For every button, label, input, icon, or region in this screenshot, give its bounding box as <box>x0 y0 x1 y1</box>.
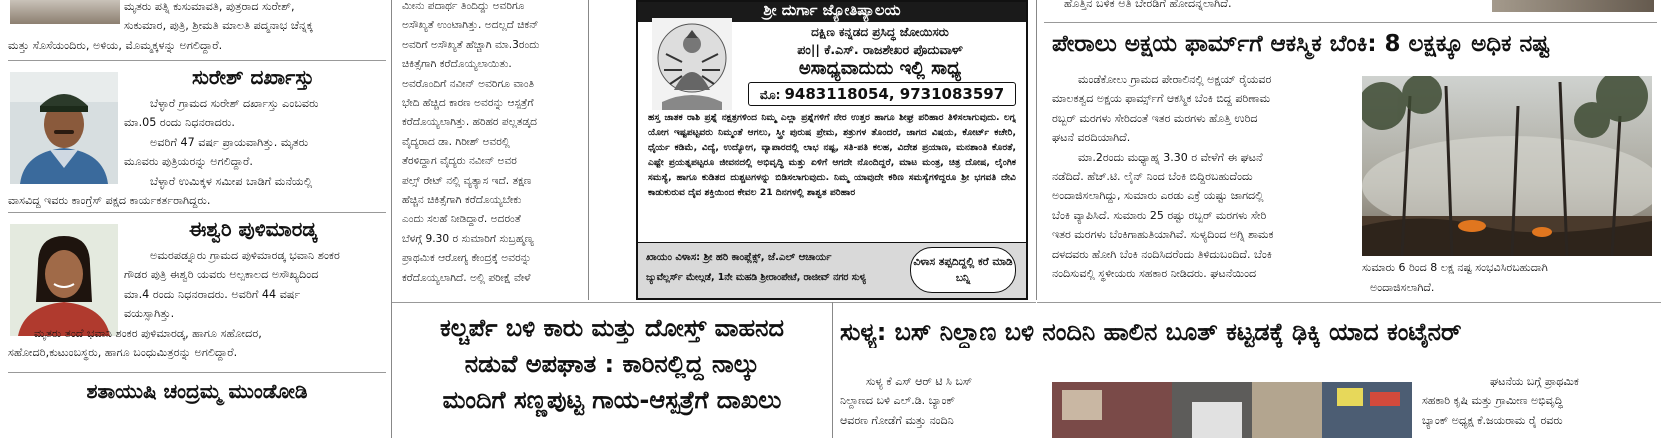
goddess-durga-icon <box>652 18 732 110</box>
column-rule <box>1036 0 1037 300</box>
headline-line: ಕಲ್ಚರ್ಪೆ ಬಳಿ ಕಾರು ಮತ್ತು ದೋಸ್ತ್ ವಾಹನದ <box>439 314 785 342</box>
text-line: ಘಟನೆಯ ಬಗ್ಗೆ ಪ್ರಾಥಮಿಕ <box>1490 375 1579 388</box>
text-line: ಬ್ಯಾಂಕ್ ಅಧ್ಯಕ್ಷ ಕೆ.ಜಯರಾಮ ರೈ ರವರು <box>1422 413 1563 427</box>
text-line: ಅಸೌಖ್ಯತೆ ಉಂಟಾಗಿತ್ತು. ಅದಲ್ಲದೆ ಚಿಕನ್ <box>402 19 539 32</box>
text-line: ಘಟನೆ ವರದಿಯಾಗಿದೆ. <box>1052 131 1131 145</box>
fire-headline: ಪೇರಾಲು ಅಕ್ಷಯ ಫಾರ್ಮ್‌ಗೆ ಆಕಸ್ಮಿಕ ಬೆಂಕಿ: 8 ಲಕ್ಷಕ್ಕೂ ಅಧಿಕ ನಷ್ಟ <box>1052 31 1550 57</box>
text-line: ಅಮರಪಡ್ನೂರು ಗ್ರಾಮದ ಪುಳಿಮಾರಡ್ಕ ಭವಾನಿ ಶಂಕರ <box>150 249 340 262</box>
container-story-right <box>1422 372 1656 430</box>
fire-photo-caption <box>1362 258 1654 277</box>
text-line: ಹೊತ್ತಿನ ಬಳಿಕ ಅತಿ ಬೇರಡಿಗೆ ಹೋದನ್ನಲಾಗಿದೆ. <box>1064 0 1232 10</box>
text-line: ಬೆಳಗ್ಗೆ 9.30 ರ ಸುಮಾರಿಗೆ ಸುಬ್ರಹ್ಮಣ್ಯ <box>402 232 534 245</box>
ad-address-line: ಜ್ಯುವೆಲ್ಲರ್ಸ್ ಮೇಲ್ಗಡೆ, 1ನೇ ಮಹಡಿ ಶ್ರೀರಾಂಪೇಟೆ, ರಾಜೀವ್ ನಗರ ಸುಳ್ಯ <box>646 272 866 283</box>
text-line: ಭೇದಿ ಹೆಚ್ಚಿದ ಕಾರಣ ಅವರನ್ನು ಆಸ್ಪತ್ರೆಗೆ <box>402 97 534 110</box>
ad-tagline: ದಕ್ಷಿಣ ಕನ್ನಡದ ಪ್ರಸಿದ್ಧ ಜೋಯಿಸರು <box>811 25 949 39</box>
ad-phone-number: 9483118054, 9731083597 <box>784 85 1005 103</box>
text-line: ಎಂದು ಸಲಹೆ ನೀಡಿದ್ದಾರೆ. ಅದರಂತೆ <box>402 213 521 226</box>
text-line: ನಂದಿಸುವಲ್ಲಿ ಸ್ಥಳೀಯರು ಸಹಕಾರ ನೀಡಿದರು. ಘಟನೆಯಿಂದ <box>1052 267 1257 281</box>
text-line: ಮಾಲಕತ್ವದ ಅಕ್ಷಯ ಫಾರ್ಮ್ಸ್‌ಗೆ ಆಕಸ್ಮಿಕ ಬೆಂಕಿ ಬಿದ್ದ ಪರಿಣಾಮ <box>1052 92 1271 106</box>
obituary-title-suresh: ಸುರೇಶ್ ದರ್ಖಾಸ್ತು <box>191 65 315 89</box>
divider <box>392 302 1036 303</box>
text-line: ಸುಮಾರು 6 ರಿಂದ 8 ಲಕ್ಷ ನಷ್ಟ ಸಂಭವಿಸಿರಬಹುದಾಗಿ <box>1362 261 1548 274</box>
ad-phone-label: ಮೊ: <box>759 88 781 102</box>
ad-banner-text: ಶ್ರೀ ದುರ್ಗಾ ಜ್ಯೋತಿಷ್ಯಾಲಯ <box>763 2 901 19</box>
text-line: ಅವರಿಗೆ ಅಸೌಖ್ಯತೆ ಹೆಚ್ಚಾಗಿ ಮಾ.3ರಂದು <box>402 38 540 51</box>
astrology-advertisement <box>636 0 1028 300</box>
divider <box>8 60 386 61</box>
obituary-text-eshwari <box>8 246 386 362</box>
column-rule <box>391 0 392 438</box>
fire-photo <box>1362 76 1652 256</box>
text-line: ಚಿಕಿತ್ಸೆಗಾಗಿ ಕರೆದೊಯ್ಯಲಾಯಿತು. <box>402 58 512 71</box>
text-line: ಸುಳ್ಯ ಕೆ ಎಸ್ ಆರ್ ಟಿ ಸಿ ಬಸ್ <box>866 375 973 388</box>
text-line: ಮತ್ತು ಸೊಸೆಯಂದಿರು, ಅಳಿಯ, ಮೊಮ್ಮಕ್ಕಳನ್ನು ಅಗಲಿದ್ದಾರೆ. <box>8 38 223 52</box>
text-line: ನಡೆದಿದೆ. ಹೆಚ್.ಟಿ. ಲೈನ್ ನಿಂದ ಬೆಂಕಿ ಬಿದ್ದಿರಬಹುದೆಂದು <box>1052 170 1253 184</box>
headline-line: ಮಂದಿಗೆ ಸಣ್ಣಪುಟ್ಟ ಗಾಯ-ಆಸ್ಪತ್ರೆಗೆ ದಾಖಲು <box>442 386 782 414</box>
obituary-title-chandramma: ಶತಾಯುಷಿ ಚಂದ್ರಮ್ಮ ಮುಂಡೋಡಿ <box>86 379 308 403</box>
ad-note-text: ವಿಳಾಸ ತಪ್ಪದಿದ್ದಲ್ಲಿ ಕರೆ ಮಾಡಿ ಬನ್ನಿ <box>913 256 1013 284</box>
divider <box>8 212 386 213</box>
fire-story-end <box>1052 278 1652 297</box>
text-line: ಮೂವರು ಪುತ್ರಿಯರನ್ನು ಅಗಲಿದ್ದಾರೆ. <box>124 155 253 169</box>
text-line: ಹೆಚ್ಚಿನ ಚಿಕಿತ್ಸೆಗಾಗಿ ಕರೆದೊಯ್ಯಬೇಕು <box>402 194 522 207</box>
story-continuation <box>402 0 584 288</box>
text-line: ಮಾ.05 ರಂದು ನಿಧನರಾದರು. <box>124 116 235 130</box>
column-obituaries <box>8 0 386 438</box>
text-line: ಅಂದಾಜಿಸಲಾಗಿದೆ. <box>1370 281 1435 294</box>
text-line: ಬೆಳ್ಳಾರೆ ಉಮಿಕ್ಕಳ ಸಮೀಪ ಬಾಡಿಗೆ ಮನೆಯಲ್ಲಿ <box>150 174 313 188</box>
fire-story-text <box>1052 70 1342 283</box>
ad-phone-box <box>748 82 1016 106</box>
text-line: ಕರೆದೊಯ್ಯಲಾಗಿದೆ. ಅಲ್ಲಿ ಪರೀಕ್ಷೆ ವೇಳೆ <box>402 271 531 284</box>
text-line: ಸುಕುಮಾರ, ಪುತ್ರಿ, ಶ್ರೀಮತಿ ಮಾಲತಿ ಪದ್ಮನಾಭ ಚೆನ್ನಕ್ಕ <box>124 19 313 33</box>
text-line: ಬೆಳ್ಳಾರೆ ಗ್ರಾಮದ ಸುರೇಶ್ ದರ್ಖಾಸ್ತು ಎಂಬವರು <box>150 97 319 110</box>
forest-fire-icon <box>1362 76 1652 256</box>
text-line: ಇತರ ಮರಗಳು ಬೆಂಕಿಗಾಹುತಿಯಾಗಿವೆ. ಸುಳ್ಯದಿಂದ ಅಗ್ನಿ ಶಾಮಕ <box>1052 228 1274 242</box>
text-line: ವಾಸವಿದ್ದ ಇವರು ಕಾಂಗ್ರೆಸ್ ಪಕ್ಷದ ಕಾರ್ಯಕರ್ತರಾಗಿದ್ದರು. <box>8 194 211 208</box>
text-line: ಮಾ.4 ರಂದು ನಿಧನರಾದರು. ಅವರಿಗೆ 44 ವರ್ಷ <box>124 287 301 301</box>
text-line: ಮಂಡೆಕೋಲು ಗ್ರಾಮದ ಪೇರಾಲಿನಲ್ಲಿ ಅಕ್ಷಯ್ ರೈಯವರ <box>1078 73 1272 86</box>
divider <box>8 372 386 373</box>
ad-address-box <box>638 242 1026 299</box>
text-line: ನಿಲ್ದಾಣದ ಬಳಿ ಎಲ್.ಡಿ. ಬ್ಯಾಂಕ್ <box>840 394 955 408</box>
text-line: ವಯಸ್ಸಾಗಿತ್ತು. <box>124 307 175 321</box>
column-fire-story <box>1044 0 1657 300</box>
container-story-left <box>840 372 1038 430</box>
text-line: ಮೃತರು ಪತ್ನಿ ಕುಸುಮಾವತಿ, ಪುತ್ರರಾದ ಸುರೇಶ್, <box>124 0 295 13</box>
ad-address-line: ಖಾಯಂ ವಿಳಾಸ: ಶ್ರೀ ಹರಿ ಕಾಂಪ್ಲೆಕ್ಸ್, ಜೆ.ಎಲ್ ಆಚಾರ್ಯ <box>646 252 832 263</box>
street-scene-icon <box>1052 382 1412 438</box>
text-line: ಪಲ್ಸ್ ರೇಟ್ ನಲ್ಲಿ ವ್ಯತ್ಯಾಸ ಇದೆ. ತಕ್ಷಣ <box>402 174 532 187</box>
text-line: ಮೀನು ಪದಾರ್ಥ ತಿಂದಿದ್ದು ಅವರಿಗೂ <box>402 0 525 12</box>
text-line: ಪ್ರಾಥಮಿಕ ಆರೋಗ್ಯ ಕೇಂದ್ರಕ್ಕೆ ಅವರನ್ನು <box>402 252 532 265</box>
text-line: ಬೆಂಕಿ ವ್ಯಾಪಿಸಿದೆ. ಸುಮಾರು 25 ರಷ್ಟು ರಬ್ಬರ್ ಮರಗಳು ಸೇರಿ <box>1052 208 1267 222</box>
divider <box>1044 22 1657 23</box>
obituary-top-text <box>8 0 386 55</box>
ad-note-bubble <box>910 247 1016 293</box>
text-line: ಕರೆದೊಯ್ಯಲಾಗಿತ್ತು. ಹರಿಹರ ಪಲ್ಲತಡ್ಕದ <box>402 116 538 129</box>
accident-headline <box>402 310 822 418</box>
text-line: ಮಾ.2ರಂದು ಮಧ್ಯಾಹ್ನ 3.30 ರ ವೇಳೆಗೆ ಈ ಘಟನೆ <box>1078 150 1263 164</box>
divider <box>1037 302 1661 303</box>
container-accident-photo <box>1052 382 1412 438</box>
obituary-title-eshwari: ಈಶ್ವರಿ ಪುಳಿಮಾರಡ್ಕ <box>189 217 317 241</box>
ad-body-text: ಹಸ್ತ ಜಾತಕ ರಾಶಿ ಪ್ರಶ್ನೆ ನಕ್ಷತ್ರಗಳಿಂದ ನಿಮ್ಮ ಎಲ್ಲಾ ಪ್ರಶ್ನೆಗಳಿಗೆ ನೇರ ಉತ್ತರ ಹಾಗೂ ಶೀಘ್ರ ಪರಿಹಾರ ತಿಳಿಸಲಾಗುವುದು. ಲಗ್ನ ಯೋಗ ಇಷ್ಟಪಟ್ಟವರು ನಿಮ್ಮಂತೆ ಆಗಲು, ಸ್ತ್ರೀ ಪುರುಷ ಪ್ರೇಮ, ಶತ್ರುಗಳ ತೊಂದರೆ, ಜಾಗದ ವಿಷಯ, ಕೋರ್ಟ್ ಕಚೇರಿ, ಧೈರ್ಯ ಕಡಿಮೆ, ವಿದ್ಯೆ, ಉದ್ಯೋಗ, ವ್ಯಾಪಾರದಲ್ಲಿ ಲಾಭ ನಷ್ಟ, ಸತಿ-ಪತಿ ಕಲಹ, ವಿದೇಶ ಪ್ರಯಾಣ, ಮನಶಾಂತಿ ಕೊರತೆ, ಎಷ್ಟೇ ಪ್ರಯತ್ನಪಟ್ಟರೂ ಜೀವನದಲ್ಲಿ ಅಭಿವೃದ್ಧಿ ಮತ್ತು ಏಳಿಗೆ ಆಗದೇ ನೊಂದಿದ್ದರೆ, ಮಾಟ ಮಂತ್ರ, ಚಿತ್ರ ದೋಷ, ಲೈಂಗಿಕ ಸಮಸ್ಯೆ, ಹಾಗೂ ಕುಡಿತದ ದುಶ್ಚಟಗಳನ್ನು ಬಿಡಿಸಲಾಗುವುದು. ನಿಮ್ಮ ಯಾವುದೇ ಕಠಿಣ ಸಮಸ್ಯೆಗಳಿದ್ದರೂ ಶ್ರೀ ಭಗವತಿ ದೇವಿ ಕಾಡುಕುರುವ ದೈವ ಶಕ್ತಿಯಿಂದ ಕೇವಲ 21 ದಿನಗಳಲ್ಲಿ ಶಾಶ್ವತ ಪರಿಹಾರ <box>648 112 1016 198</box>
text-line: ದಳದವರು ಹೋಗಿ ಬೆಂಕಿ ನಂದಿಸಿದರೆಂದು ತಿಳಿದುಬಂದಿದೆ. ಬೆಂಕಿ <box>1052 247 1272 261</box>
text-line: ಮೃತರು ತಂದೆ ಭವಾನಿ ಶಂಕರ ಪುಳಿಮಾರಡ್ಕ, ಹಾಗೂ ಸಹೋದರ, <box>34 326 262 340</box>
text-line: ಸಹಕಾರಿ ಕೃಷಿ ಮತ್ತು ಗ್ರಾಮೀಣ ಅಭಿವೃದ್ಧಿ <box>1422 394 1563 408</box>
column-rule <box>588 0 589 300</box>
photo-top-right-stub <box>1492 0 1654 12</box>
text-line: ಅವರಿಗೆ 47 ವರ್ಷ ಪ್ರಾಯವಾಗಿತ್ತು. ಮೃತರು <box>150 135 309 149</box>
container-accident-headline: ಸುಳ್ಯ: ಬಸ್ ನಿಲ್ದಾಣ ಬಳಿ ನಂದಿನಿ ಹಾಲಿನ ಬೂತ್ ಕಟ್ಟಡಕ್ಕೆ ಢಿಕ್ಕಿ ಯಾದ ಕಂಟೈನರ್ <box>840 318 1462 346</box>
ad-astrologer-name: ಪಂ|| ಕೆ.ಎಸ್. ರಾಜಶೇಖರ ಪೊದುವಾಳ್ <box>797 42 963 57</box>
obituary-text-suresh <box>8 94 386 210</box>
text-line: ಸಹೋದರಿ,ಕುಟುಂಬಸ್ಥರು, ಹಾಗೂ ಬಂಧುಮಿತ್ರರನ್ನು ಅಗಲಿದ್ದಾರೆ. <box>8 346 238 360</box>
headline-line: ನಡುವೆ ಅಪಘಾತ : ಕಾರಿನಲ್ಲಿದ್ದ ನಾಲ್ಕು <box>464 350 760 378</box>
text-line: ಅವರೊಂದಿಗೆ ನವೀನ್ ಅವರಿಗೂ ವಾಂತಿ <box>402 77 535 90</box>
text-line: ಅಂದಾಜಿಸಲಾಗಿದ್ದು, ಸುಮಾರು ಎರಡು ಎಕ್ರೆ ಯಷ್ಟು ಜಾಗದಲ್ಲಿ <box>1052 189 1264 203</box>
text-line: ಆವರಣ ಗೋಡೆಗೆ ಮತ್ತು ನಂದಿನಿ <box>840 413 954 427</box>
column-rule <box>832 302 833 438</box>
text-line: ರಬ್ಬರ್ ಮರಗಳು ಸೇರಿದಂತೆ ಇತರ ಮರಗಳು ಹೊತ್ತಿ ಉರಿದ <box>1052 111 1258 125</box>
ad-slogan: ಅಸಾಧ್ಯವಾದುದು ಇಲ್ಲಿ ಸಾಧ್ಯ <box>798 58 962 79</box>
text-line: ವೈದ್ಯರಾದ ಡಾ. ಗಿರೀಶ್ ಅವರಲ್ಲಿ <box>402 135 510 148</box>
text-line: ಗೌಡರ ಪುತ್ರಿ ಈಶ್ವರಿ ಯವರು ಅಲ್ಪಕಾಲದ ಅಸೌಖ್ಯದಿಂದ <box>124 268 319 282</box>
text-line: ತೆರಳಿದ್ದಾಗ ವೈದ್ಯರು ನವೀನ್ ಅವರ <box>402 155 517 168</box>
column-food-poisoning-story <box>402 0 584 300</box>
